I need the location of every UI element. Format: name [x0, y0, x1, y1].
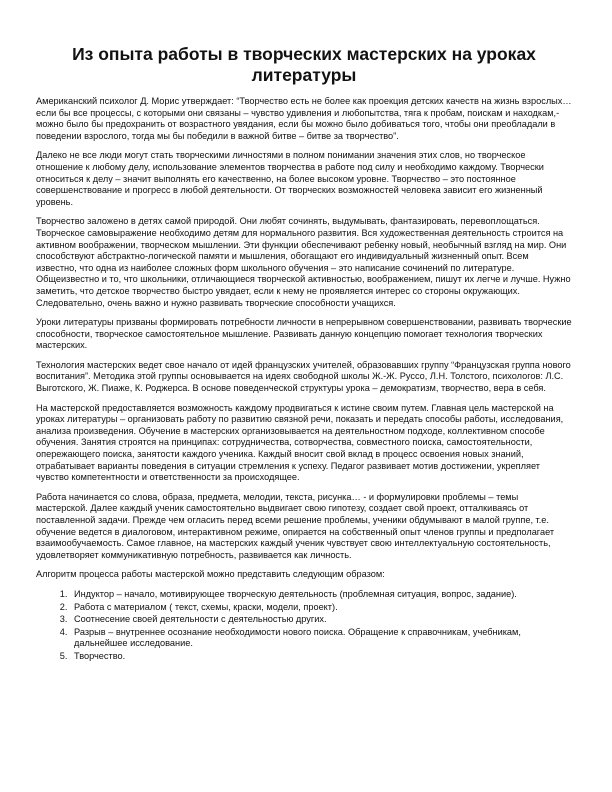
paragraph-1: Американский психолог Д. Морис утверждает: “Творчество есть не более как проекция детских качеств на жизнь взрослых… если бы все процессы, с которыми они связаны – чувство удивления и любопытства, тяга к пробам, поискам и находкам,- можно было бы предохранить от возрастного увядания, если бы можно было добиваться того, чтобы они преобладали в поведении взрослого, тогда мы бы победили в важной битве – битве за творчество”.: [36, 96, 572, 141]
paragraph-8: Алгоритм процесса работы мастерской можно представить следующим образом:: [36, 569, 385, 580]
algorithm-list: [36, 589, 572, 663]
paragraph-3: Творчество заложено в детях самой природой. Они любят сочинять, выдумывать, фантазировать, перевоплощаться. Творческое самовыражение необходимо детям для нормального развития. Вся художественная деятельность строится на активном воображении, творческом мышлении. Эти функции обеспечивают ребенку новый, необычный взгляд на мир. Они способствуют абстрактно-логической памяти и мышления, обогащают его индивидуальный жизненный опыт. Всем известно, что одна из наиболее сложных форм школьного обучения – это написание сочинений по литературе. Общеизвестно и то, что школьники, отличающиеся творческой активностью, воображением, пишут их легче и лучше. Нужно заметить, что детское творчество быстро увядает, если к нему не проявляется интерес со стороны окружающих. Следовательно, очень важно и нужно развивать творческие способности учащихся.: [36, 216, 571, 308]
paragraph-2: Далеко не все люди могут стать творческими личностями в полном понимании значения этих слов, но творческое отношение к любому делу, использование элементов творчества в работе под силу и необходимо каждому. Творчески относиться к делу – значит выполнять его качественно, на более высоком уровне. Творчество – это постоянное совершенствование и прогресс в любой деятельности. От творческих возможностей человека зависит его жизненный уровень.: [36, 150, 544, 207]
list-item: 4. Разрыв – внутреннее осознание необходимости нового поиска. Обращение к справочникам, учебникам, дальнейшее исследование.: [70, 627, 572, 650]
list-item: 3. Соотнесение своей деятельности с деятельностью других.: [70, 614, 572, 626]
document-title: Из опыта работы в творческих мастерских на уроках литературы: [72, 44, 536, 85]
paragraph-4: Уроки литературы призваны формировать потребности личности в непрерывном совершенствовании, развивать творческие способности, творческое самостоятельное мышление. Развивать данную концепцию помогает технология творческих мастерских.: [36, 317, 572, 351]
list-item: 2. Работа с материалом ( текст, схемы, краски, модели, проект).: [70, 602, 572, 614]
paragraph-7: Работа начинается со слова, образа, предмета, мелодии, текста, рисунка… - и формулировки проблемы – темы мастерской. Далее каждый ученик самостоятельно выдвигает свою гипотезу, создает свой проект, отталкиваясь от поставленной задачи. Прежде чем огласить перед всеми решение проблемы, ученики обдумывают в малой группе, т.е. обучение ведется в диалоговом, интерактивном режиме, опирается на собственный опыт членов группы и предполагает взаимообучаемость. Самое главное, на мастерских каждый ученик чувствует свою интеллектуальную состоятельность, удовлетворяет коммуникативную потребность, развивается как личность.: [36, 491, 555, 560]
list-item: 1. Индуктор – начало, мотивирующее творческую деятельность (проблемная ситуация, вопрос, задание).: [70, 589, 572, 601]
list-item: 5. Творчество.: [70, 651, 572, 663]
paragraph-5: Технология мастерских ведет свое начало от идей французских учителей, образовавших группу “Французская группа нового воспитания”. Методика этой группы основывается на идеях свободной школы Ж.-Ж. Руссо, Л.Н. Толстого, психологов: Л.С. Выготского, Ж. Пиаже, К. Роджерса. В основе поведенческой структуры урока – демократизм, творчество, вера в себя.: [36, 359, 571, 394]
paragraph-6: На мастерской предоставляется возможность каждому продвигаться к истине своим путем. Главная цель мастерской на уроках литературы – организовать работу по развитию связной речи, показать и передать способы работы, исследования, анализа произведения. Обучение в мастерских организовывается на деятельностном подходе, коллективном способе обучения. Занятия строятся на принципах: сотрудничества, сотворчества, совместного поиска, самостоятельности, опережающего поиска, занятости каждого ученика. Каждый вносит свой вклад в процесс освоения новых знаний, отрабатывает варианты поведения в ситуации стремления к успеху. Педагог развивает мотив достижении, укрепляет чувство компетентности и ответственности за происходящее.: [36, 402, 564, 483]
